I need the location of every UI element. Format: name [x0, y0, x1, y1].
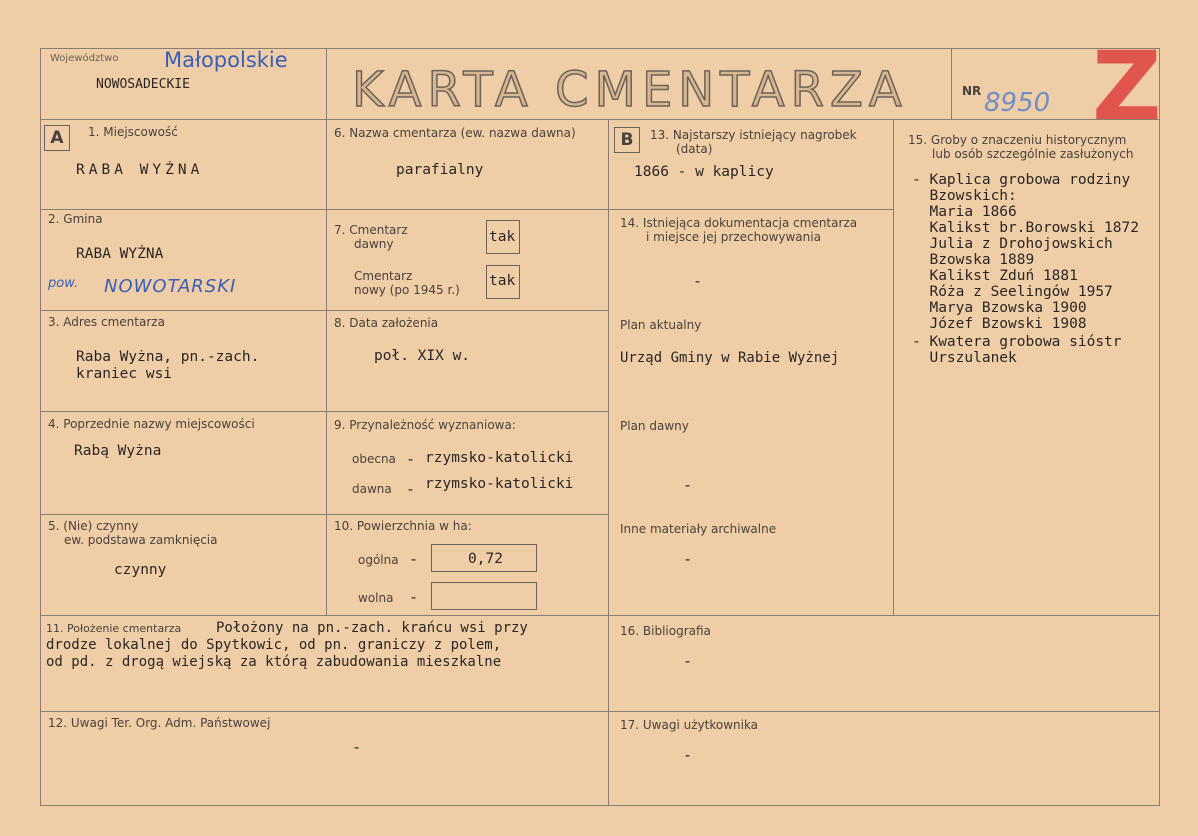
field-14-label-2: i miejsce jej przechowywania [646, 230, 821, 244]
field-7-nowy-value: tak [489, 273, 516, 289]
field-14-label-1: 14. Istniejąca dokumentacja cmentarza [620, 216, 858, 230]
nr-value: 8950 [984, 88, 1051, 118]
field-12-label: 12. Uwagi Ter. Org. Adm. Państwowej [48, 716, 271, 730]
field-10-wolna-label: wolna [358, 591, 394, 605]
field-10-ogolna-dash: - [409, 550, 419, 568]
field-10-wolna-dash: - [409, 588, 419, 606]
field-15-label-1: 15. Groby o znaczeniu historycznym [908, 133, 1127, 147]
field-13-label-2: (data) [676, 142, 713, 156]
field-14-value: - [693, 272, 703, 290]
field-10-label: 10. Powierzchnia w ha: [334, 519, 472, 533]
field-4-label: 4. Poprzednie nazwy miejscowości [48, 417, 255, 431]
wojewodztwo-stamp: Małopolskie [164, 48, 288, 72]
field-10-wolna-box [431, 582, 537, 610]
field-9-obecna-value: rzymsko-katolicki [425, 450, 574, 466]
field-2-label: 2. Gmina [48, 212, 103, 226]
field-15-line: Bzowskich: [912, 188, 1017, 204]
field-15-line: Marya Bzowska 1900 [912, 300, 1087, 316]
section-b-marker: B [614, 127, 640, 153]
field-7-nowy-label-2: nowy (po 1945 r.) [354, 283, 460, 297]
field-7-dawny-label-2: dawny [354, 237, 394, 251]
field-7-dawny-label-1: 7. Cmentarz [334, 223, 408, 237]
field-7-dawny-value: tak [489, 229, 516, 245]
field-9-dawna-dash: - [406, 480, 416, 498]
powiat-value: NOWOTARSKI [104, 276, 237, 297]
field-14-cell [608, 209, 894, 616]
field-11-line1: Położony na pn.-zach. krańcu wsi przy [216, 620, 528, 636]
field-15-line: Maria 1866 [912, 204, 1017, 220]
card-title: KARTA CMENTARZA [352, 62, 908, 118]
field-5-label-2: ew. podstawa zamknięcia [64, 533, 218, 547]
field-8-value: poł. XIX w. [374, 348, 471, 364]
field-9-obecna-dash: - [406, 450, 416, 468]
field-16-label: 16. Bibliografia [620, 624, 711, 638]
field-9-dawna-label: dawna [352, 482, 392, 496]
field-15-line: Urszulanek [912, 350, 1017, 366]
field-6-label: 6. Nazwa cmentarza (ew. nazwa dawna) [334, 126, 576, 140]
field-15-line: - Kwatera grobowa sióstr [912, 334, 1122, 350]
field-15-line: - Kaplica grobowa rodziny [912, 172, 1131, 188]
field-3-label: 3. Adres cmentarza [48, 315, 165, 329]
inne-materialy-value: - [683, 550, 693, 568]
field-8-label: 8. Data założenia [334, 316, 439, 330]
field-1-label: 1. Miejscowość [88, 125, 178, 139]
header-nr-cell [951, 48, 1160, 120]
plan-aktualny-value: Urząd Gminy w Rabie Wyżnej [620, 350, 840, 366]
field-15-line: Julia z Drohojowskich [912, 236, 1113, 252]
field-10-ogolna-value: 0,72 [468, 551, 503, 567]
nr-label: NR [962, 84, 982, 98]
plan-dawny-label: Plan dawny [620, 419, 689, 433]
wojewodztwo-label: Województwo [50, 53, 119, 64]
field-5-label-1: 5. (Nie) czynny [48, 519, 139, 533]
field-17-value: - [683, 746, 693, 764]
field-11-line3: od pd. z drogą wiejską za którą zabudowania mieszkalne [46, 654, 502, 670]
field-9-label: 9. Przynależność wyznaniowa: [334, 418, 516, 432]
field-3-line1: Raba Wyżna, pn.-zach. [76, 349, 260, 365]
red-z-mark: Z [1092, 31, 1162, 143]
field-15-line: Bzowska 1889 [912, 252, 1035, 268]
field-16-value: - [683, 652, 693, 670]
plan-dawny-value: - [683, 476, 693, 494]
field-3-line2: kraniec wsi [76, 366, 173, 382]
field-2-value: RABA WYŻNA [76, 246, 164, 262]
field-11-line2: drodze lokalnej do Spytkowic, od pn. graniczy z polem, [46, 637, 502, 653]
field-7-nowy-label-1: Cmentarz [354, 269, 413, 283]
field-13-value: 1866 - w kaplicy [634, 164, 774, 180]
field-4-value: Rabą Wyżna [74, 443, 162, 459]
field-13-label-1: 13. Najstarszy istniejący nagrobek [650, 128, 857, 142]
field-15-label-2: lub osób szczególnie zasłużonych [932, 147, 1134, 161]
field-6-value: parafialny [396, 162, 484, 178]
field-15-line: Józef Bzowski 1908 [912, 316, 1087, 332]
section-a-marker: A [44, 125, 70, 151]
header-title-cell [326, 48, 952, 120]
field-15-line: Kalikst Zduń 1881 [912, 268, 1078, 284]
header-left-cell [40, 48, 327, 120]
powiat-prefix: pow. [48, 276, 79, 291]
field-15-list [912, 172, 1139, 366]
field-9-dawna-value: rzymsko-katolicki [425, 476, 574, 492]
field-11-label: 11. Położenie cmentarza [46, 622, 182, 635]
plan-aktualny-label: Plan aktualny [620, 318, 702, 332]
field-15-line: Róża z Seelingów 1957 [912, 284, 1113, 300]
wojewodztwo-value: NOWOSADECKIE [96, 77, 190, 92]
field-10-ogolna-label: ogólna [358, 553, 399, 567]
field-9-obecna-label: obecna [352, 452, 396, 466]
field-1-value: RABA WYŻNA [76, 162, 204, 178]
field-12-value: - [352, 738, 362, 756]
field-15-line: Kalikst br.Borowski 1872 [912, 220, 1139, 236]
field-5-value: czynny [114, 562, 167, 578]
field-17-label: 17. Uwagi użytkownika [620, 718, 759, 732]
inne-materialy-label: Inne materiały archiwalne [620, 522, 777, 536]
